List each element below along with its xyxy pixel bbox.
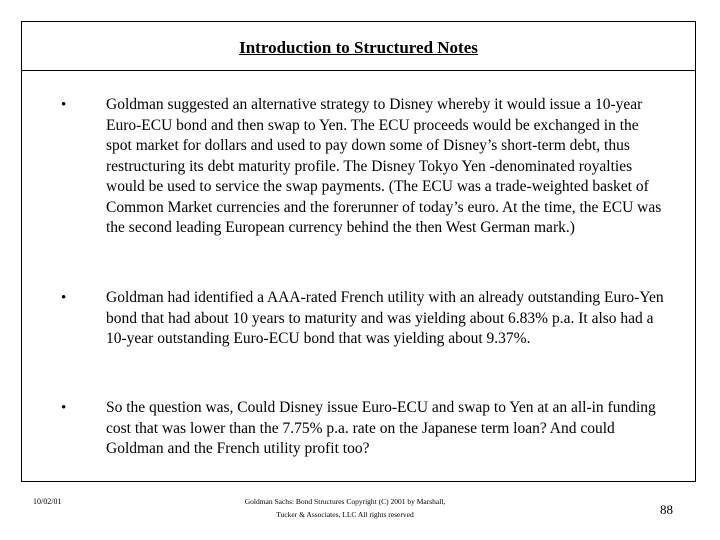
footer-date: 10/02/01 <box>33 497 62 506</box>
bullet-item <box>61 95 691 239</box>
footer-copyright: Goldman Sachs: Bond Structures Copyright (C) 2001 by Marshall, Tucker & Associates, LLC All rights reserved <box>244 497 446 519</box>
bullet-text: Goldman had identified a AAA-rated French utility with an already outstanding Euro-Yen bond that had about 10 years to maturity and was yielding about 6.83% p.a. It also had a 10-year outstanding Euro-ECU bond that was yielding about 9.37%. <box>106 289 664 347</box>
bullet-icon: • <box>61 400 67 416</box>
bullet-item <box>61 398 691 460</box>
bullet-icon: • <box>61 290 67 306</box>
page-number: 88 <box>660 502 673 517</box>
slide-title: Introduction to Structured Notes <box>239 38 478 57</box>
title-divider <box>22 70 695 71</box>
bullet-item <box>61 288 691 350</box>
bullet-icon: • <box>61 97 67 113</box>
slide-frame <box>21 21 696 482</box>
bullet-text: So the question was, Could Disney issue Euro-ECU and swap to Yen at an all-in funding cost that was lower than the 7.75% p.a. rate on the Japanese term loan? And could Goldman and the French utility profit too? <box>106 399 656 457</box>
bullet-text: Goldman suggested an alternative strategy to Disney whereby it would issue a 10-year Euro-ECU bond and then swap to Yen. The ECU proceeds would be exchanged in the spot market for dollars and used to pay down some of Disney’s short-term debt, thus restructuring its debt maturity profile. The Disney Tokyo Yen -denominated royalties would be used to service the swap payments. (The ECU was a trade-weighted basket of Common Market currencies and the forerunner of today’s euro. At the time, the ECU was the second leading European currency behind the then West German mark.) <box>106 96 662 236</box>
